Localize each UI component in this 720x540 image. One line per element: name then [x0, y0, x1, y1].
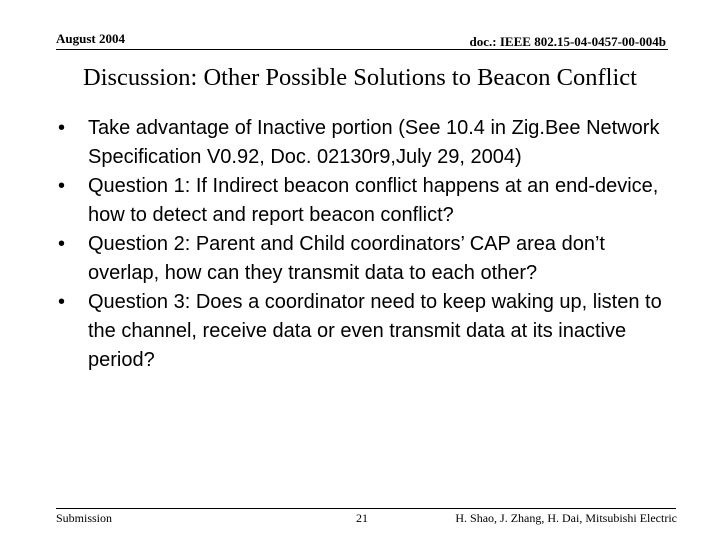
bullet-list [58, 114, 668, 375]
bullet-item-4 [58, 288, 668, 375]
footer-divider [56, 508, 676, 509]
slide-title: Discussion: Other Possible Solutions to Beacon Conflict [83, 64, 637, 91]
footer-submission: Submission [56, 511, 113, 525]
bullet-text-1: Take advantage of Inactive portion (See 10.4 in Zig.Bee Network Specification V0.92, Doc. 02130r9,July 29, 2004) [88, 117, 660, 168]
header-divider [56, 49, 668, 50]
bullet-item-2 [58, 172, 668, 230]
header-date: August 2004 [56, 31, 125, 46]
bullet-text-4: Question 3: Does a coordinator need to keep waking up, listen to the channel, receive data or even transmit data at its inactive period? [88, 291, 662, 371]
footer-page-number: 21 [356, 511, 368, 525]
bullet-text-3: Question 2: Parent and Child coordinators’ CAP area don’t overlap, how can they transmit data to each other? [88, 233, 605, 284]
footer-authors: H. Shao, J. Zhang, H. Dai, Mitsubishi Electric [455, 511, 677, 525]
bullet-item-1 [58, 114, 668, 172]
bullet-dot-icon: • [58, 117, 66, 139]
bullet-text-2: Question 1: If Indirect beacon conflict happens at an end-device, how to detect and report beacon conflict? [88, 175, 659, 226]
bullet-dot-icon: • [58, 175, 66, 197]
bullet-dot-icon: • [58, 291, 66, 313]
bullet-item-3 [58, 230, 668, 288]
header-doc-id: doc.: IEEE 802.15-04-0457-00-004b [469, 34, 666, 49]
bullet-dot-icon: • [58, 233, 66, 255]
